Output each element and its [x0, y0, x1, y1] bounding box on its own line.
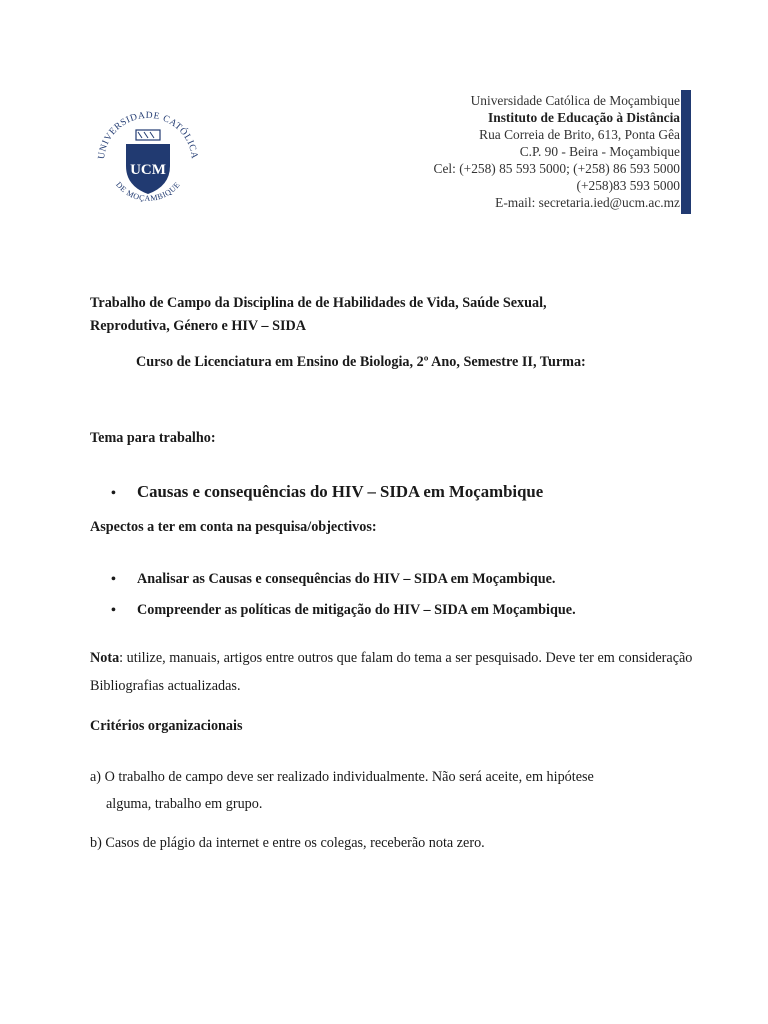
- criteria-label: Critérios organizacionais: [90, 718, 243, 734]
- bullet-icon: •: [111, 486, 116, 501]
- note-label: Nota: [90, 650, 120, 666]
- aspects-label: Aspectos a ter em conta na pesquisa/objectivos:: [90, 519, 377, 535]
- tema-text: Causas e consequências do HIV – SIDA em Moçambique: [137, 482, 544, 501]
- course-line: Curso de Licenciatura em Ensino de Biologia, 2º Ano, Semestre II, Turma:: [136, 354, 586, 370]
- criterion-a: [90, 764, 690, 818]
- tema-item: [111, 482, 543, 502]
- phone-line-1: Cel: (+258) 85 593 5000; (+258) 86 593 5000: [433, 161, 680, 176]
- tema-label: Tema para trabalho:: [90, 430, 216, 446]
- criterion-a-line-1: a) O trabalho de campo deve ser realizado individualmente. Não será aceite, em hipótese: [90, 769, 594, 785]
- logo-monogram: UCM: [130, 162, 166, 178]
- objective-text: Compreender as políticas de mitigação do HIV – SIDA em Moçambique.: [137, 602, 576, 618]
- logo-text-top: UNIVERSIDADE CATÓLICA: [96, 110, 200, 160]
- title-line-1: Trabalho de Campo da Disciplina de de Habilidades de Vida, Saúde Sexual,: [90, 295, 547, 311]
- criterion-b: b) Casos de plágio da internet e entre os colegas, receberão nota zero.: [90, 835, 485, 851]
- institute-name: Instituto de Educação à Distância: [488, 110, 680, 125]
- university-logo: [92, 100, 204, 212]
- document-title: [90, 292, 690, 338]
- title-line-2: Reprodutiva, Género e HIV – SIDA: [90, 318, 306, 334]
- address: Rua Correia de Brito, 613, Ponta Gêa: [479, 127, 680, 142]
- objective-text: Analisar as Causas e consequências do HIV – SIDA em Moçambique.: [137, 571, 556, 587]
- objective-item: [111, 571, 555, 588]
- postal-address: C.P. 90 - Beira - Moçambique: [519, 144, 680, 159]
- note-text: : utilize, manuais, artigos entre outros que falam do tema a ser pesquisado. Deve ter em consideração Bibliografias actualizadas.: [90, 650, 693, 694]
- contact-accent-bar: [681, 90, 691, 214]
- criterion-a-line-2: alguma, trabalho em grupo.: [106, 796, 263, 812]
- objective-item: [111, 602, 576, 619]
- phone-line-2: (+258)83 593 5000: [576, 178, 680, 193]
- note-paragraph: [90, 644, 700, 700]
- bullet-icon: •: [111, 572, 116, 587]
- contact-block: [434, 92, 680, 211]
- university-name: Universidade Católica de Moçambique: [470, 93, 680, 108]
- logo-text-bottom: DE MOÇAMBIQUE: [114, 180, 182, 203]
- bullet-icon: •: [111, 603, 116, 618]
- email: E-mail: secretaria.ied@ucm.ac.mz: [495, 195, 680, 210]
